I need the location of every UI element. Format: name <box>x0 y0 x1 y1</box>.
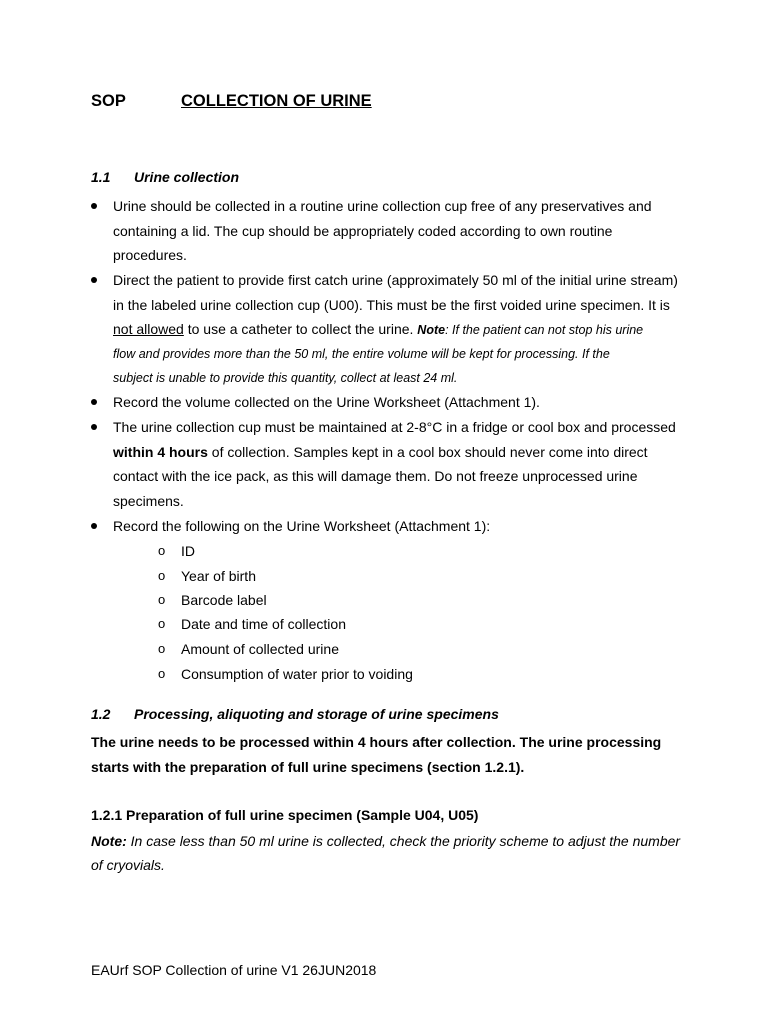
sub-item-amount: Amount of collected urine <box>181 641 339 657</box>
section-number: 1.2 <box>91 706 111 722</box>
catheter-text: to use a catheter to collect the urine. <box>183 321 418 337</box>
bullet-4-line-1: The urine collection cup must be maintained at 2-8°C in a fridge or cool box and processed <box>113 419 676 435</box>
section-title: Processing, aliquoting and storage of urine specimens <box>134 706 499 722</box>
bullet-1-line-2: containing a lid. The cup should be appropriately coded according to own routine <box>113 223 613 239</box>
bullet-2-line-2: in the labeled urine collection cup (U00). This must be the first voided urine specimen. It is <box>113 297 670 313</box>
bullet-2-line-3 <box>113 320 643 339</box>
bullet-4-line-2 <box>113 443 648 461</box>
bullet-5-line-1: Record the following on the Urine Worksheet (Attachment 1): <box>113 518 491 534</box>
bullet-icon <box>91 203 97 209</box>
collection-text: of collection. Samples kept in a cool box should never come into direct <box>207 444 648 460</box>
section-heading-1-1 <box>91 169 239 185</box>
sub-item-water-consumption: Consumption of water prior to voiding <box>181 666 413 682</box>
section-heading-1-2 <box>91 706 499 722</box>
section-1-2-1-note-line-2: of cryovials. <box>91 857 165 873</box>
sub-bullet-icon: o <box>158 568 166 583</box>
section-1-2-para-line-2: starts with the preparation of full urine specimens (section 1.2.1). <box>91 759 525 775</box>
bullet-4-line-3: contact with the ice pack, as this will damage them. Do not freeze unprocessed urine <box>113 468 638 484</box>
document-header <box>91 92 372 111</box>
note-text: In case less than 50 ml urine is collected, check the priority scheme to adjust the number <box>126 833 681 849</box>
section-heading-1-2-1: 1.2.1 Preparation of full urine specimen (Sample U04, U05) <box>91 807 479 823</box>
note-label: Note: <box>91 833 127 849</box>
bullet-2-line-1: Direct the patient to provide first catch urine (approximately 50 ml of the initial urine stream) <box>113 272 678 288</box>
sub-bullet-icon: o <box>158 666 166 681</box>
document-title: COLLECTION OF URINE <box>181 92 372 110</box>
sub-item-barcode-label: Barcode label <box>181 592 267 608</box>
sub-item-year-of-birth: Year of birth <box>181 568 256 584</box>
sub-bullet-icon: o <box>158 616 166 631</box>
bullet-3-line-1: Record the volume collected on the Urine Worksheet (Attachment 1). <box>113 394 540 410</box>
section-title: Urine collection <box>134 169 240 185</box>
sub-bullet-icon: o <box>158 592 166 607</box>
not-allowed-text: not allowed <box>113 321 184 337</box>
sop-label: SOP <box>91 92 126 110</box>
bullet-icon <box>91 399 97 405</box>
note-text: : If the patient can not stop his urine <box>445 323 644 337</box>
bullet-1-line-1: Urine should be collected in a routine urine collection cup free of any preservatives and <box>113 198 652 214</box>
bullet-2-line-5: subject is unable to provide this quantity, collect at least 24 ml. <box>113 371 458 385</box>
sub-bullet-icon: o <box>158 543 166 558</box>
bullet-icon <box>91 523 97 529</box>
section-number: 1.1 <box>91 169 111 185</box>
bullet-1-line-3: procedures. <box>113 247 187 263</box>
sub-bullet-icon: o <box>158 641 166 656</box>
section-1-2-para-line-1: The urine needs to be processed within 4 hours after collection. The urine processing <box>91 734 662 750</box>
page-footer: EAUrf SOP Collection of urine V1 26JUN2018 <box>91 962 377 978</box>
bullet-icon <box>91 424 97 430</box>
bullet-icon <box>91 277 97 283</box>
within-4-hours-text: within 4 hours <box>113 444 208 460</box>
note-label: Note <box>417 323 446 337</box>
bullet-2-line-4: flow and provides more than the 50 ml, the entire volume will be kept for processing. If the <box>113 347 610 361</box>
sub-item-id: ID <box>181 543 195 559</box>
bullet-4-line-4: specimens. <box>113 493 184 509</box>
sub-item-date-time: Date and time of collection <box>181 616 346 632</box>
section-1-2-1-note-line-1 <box>91 833 680 849</box>
